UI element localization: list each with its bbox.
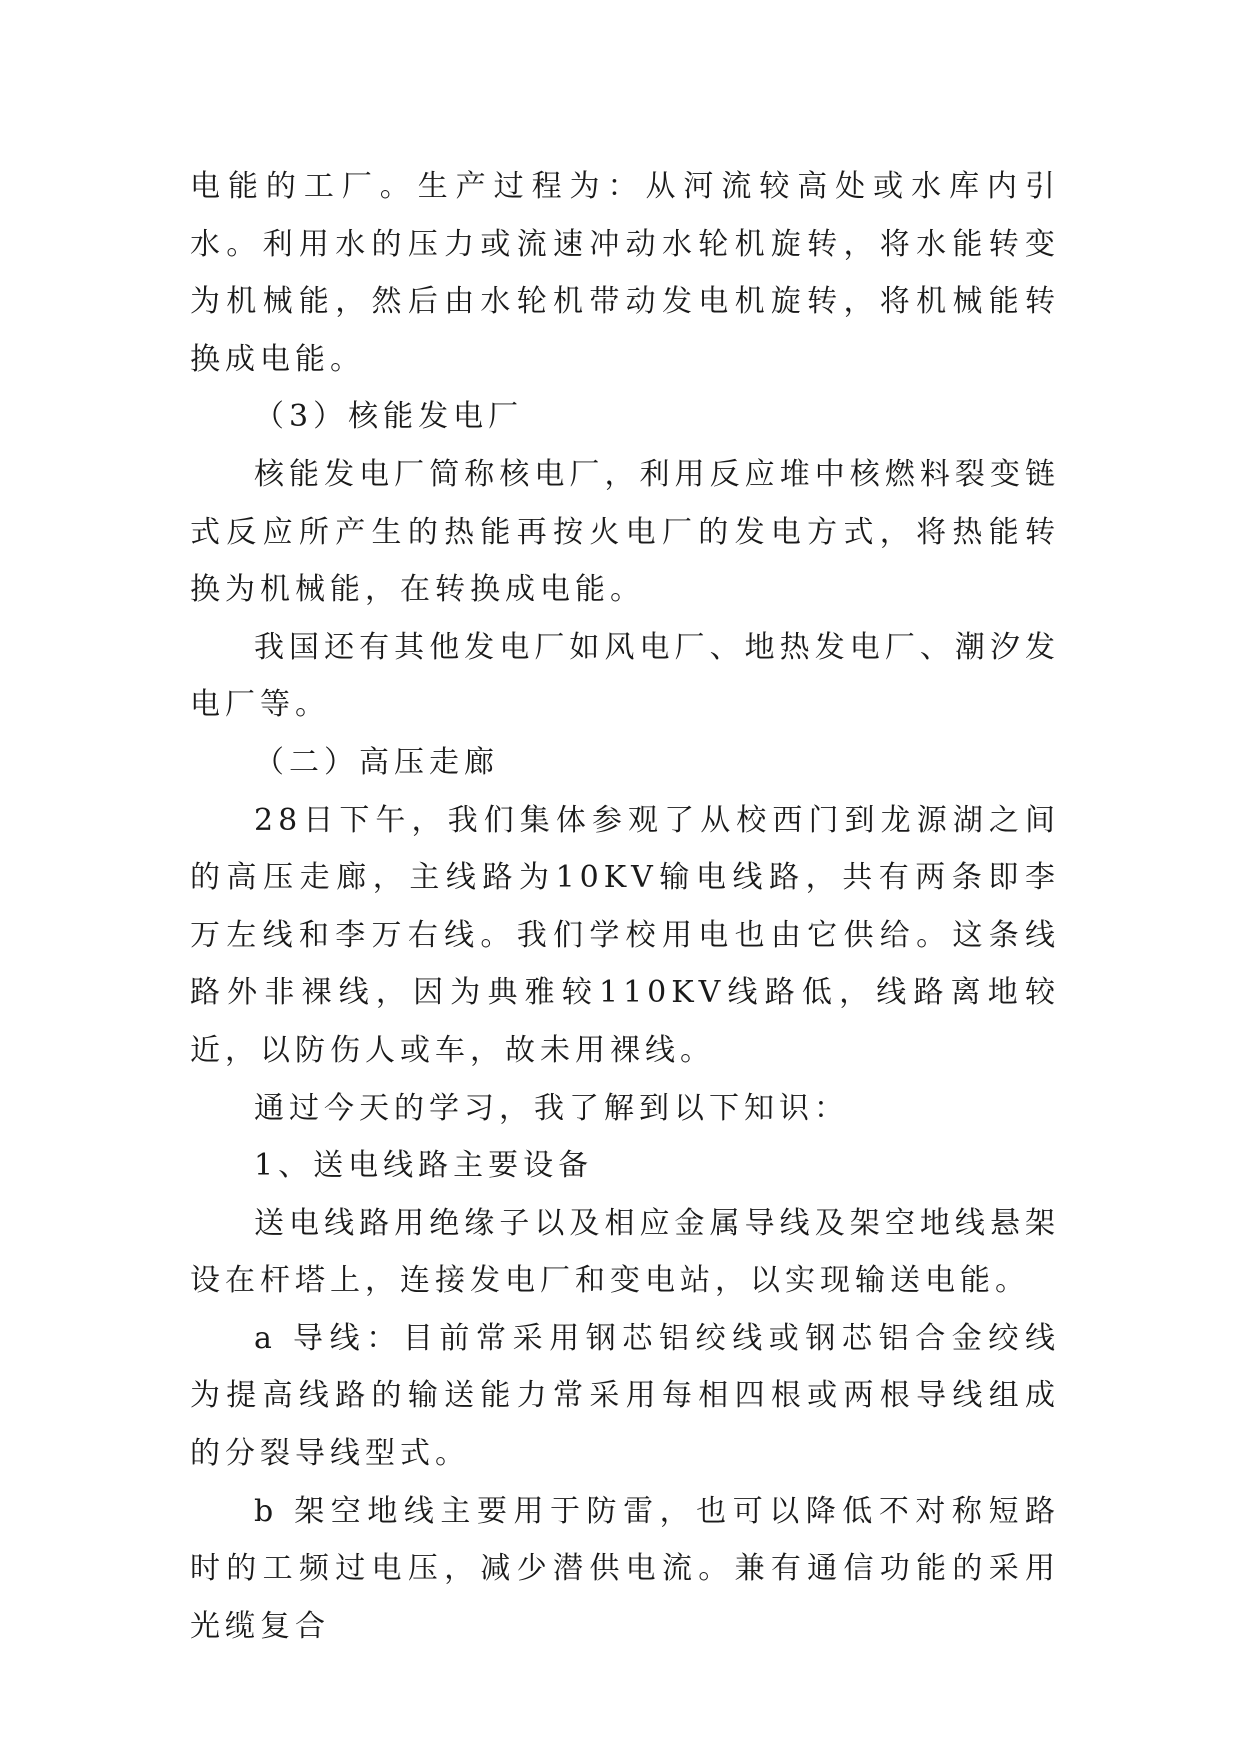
heading-nuclear-plant: （3）核能发电厂 <box>254 399 524 435</box>
paragraph-ground-wire: b 架空地线主要用于防雷，也可以降低不对称短路时的工频过电压，减少潜供电流。兼有通信功能的采用光缆复合 <box>190 1493 1060 1644</box>
paragraph-nuclear-plant: 核能发电厂简称核电厂，利用反应堆中核燃料裂变链式反应所产生的热能再按火电厂的发电方式，将热能转换为机械能，在转换成电能。 <box>190 456 1060 608</box>
paragraph-learned-intro: 通过今天的学习，我了解到以下知识： <box>254 1090 849 1126</box>
paragraph-line-equipment: 送电线路用绝缘子以及相应金属导线及架空地线悬架设在杆塔上，连接发电厂和变电站，以实现输送电能。 <box>190 1205 1060 1299</box>
paragraph-hydro-continued: 电能的工厂。生产过程为：从河流较高处或水库内引水。利用水的压力或流速冲动水轮机旋转，将水能转变为机械能，然后由水轮机带动发电机旋转，将机械能转换成电能。 <box>190 169 1060 377</box>
paragraph-corridor-visit: 28日下午，我们集体参观了从校西门到龙源湖之间的高压走廊，主线路为10KV输电线路，共有两条即李万左线和李万右线。我们学校用电也由它供给。这条线路外非裸线，因为典雅较110KV线路低，线路离地较近，以防伤人或车，故未用裸线。 <box>190 802 1060 1068</box>
document-body <box>190 158 1060 1655</box>
paragraph-conductor: a 导线：目前常采用钢芯铝绞线或钢芯铝合金绞线为提高线路的输送能力常采用每相四根或两根导线组成的分裂导线型式。 <box>190 1320 1060 1472</box>
heading-high-voltage-corridor: （二）高压走廊 <box>254 744 499 780</box>
paragraph-other-plants: 我国还有其他发电厂如风电厂、地热发电厂、潮汐发电厂等。 <box>190 629 1060 723</box>
heading-line-equipment: 1、送电线路主要设备 <box>254 1148 594 1184</box>
